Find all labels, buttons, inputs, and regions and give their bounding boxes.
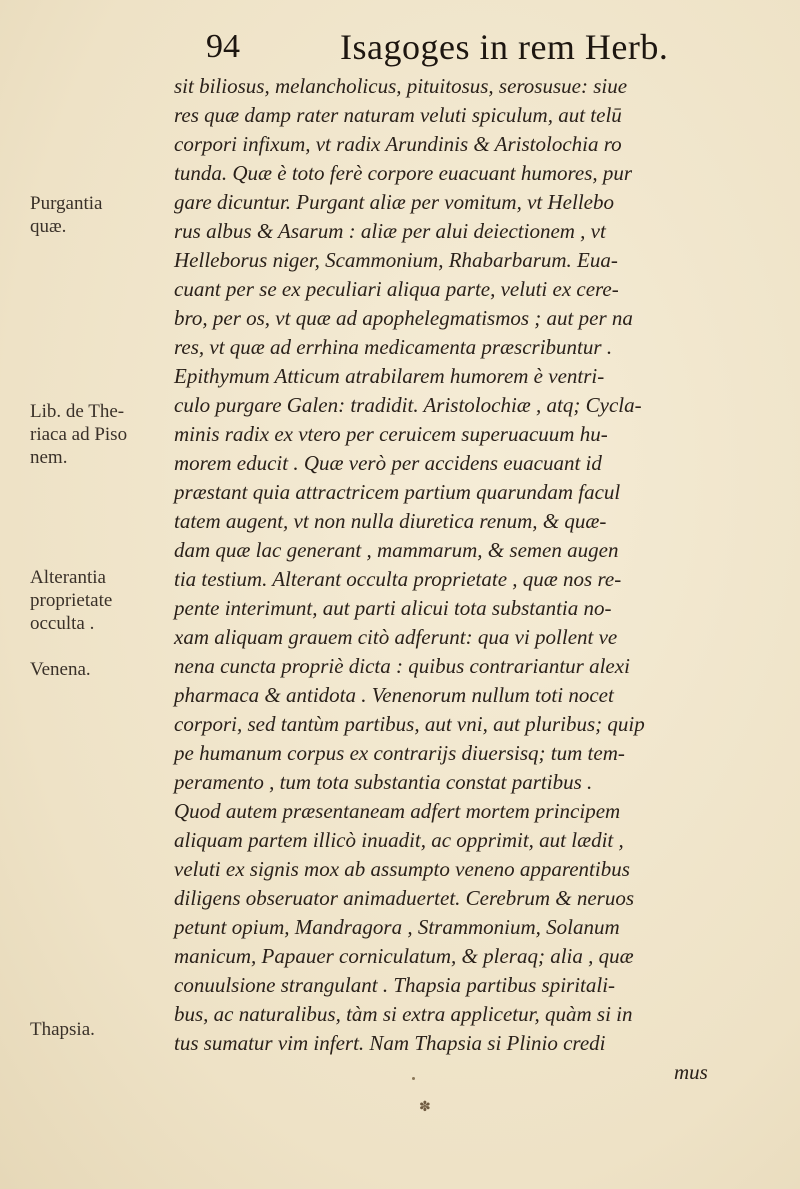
text-line: petunt opium, Mandragora , Strammonium, Solanum bbox=[174, 915, 620, 939]
margin-note-purgantia: Purgantia quæ. bbox=[30, 193, 103, 237]
text-line: pe humanum corpus ex contrarijs diuersisq; tum tem- bbox=[174, 741, 625, 765]
text-line: nena cuncta propriè dicta : quibus contrariantur alexi bbox=[174, 654, 630, 678]
text-line: pharmaca & antidota . Venenorum nullum toti nocet bbox=[174, 683, 614, 707]
text-line: corpori infixum, vt radix Arundinis & Aristolochia ro bbox=[174, 132, 622, 156]
catchword: mus bbox=[674, 1060, 708, 1084]
text-line: tia testium. Alterant occulta proprietate , quæ nos re- bbox=[174, 567, 622, 591]
text-line: Quod autem præsentaneam adfert mortem principem bbox=[174, 799, 621, 823]
text-line: diligens obseruator animaduertet. Cerebrum & neruos bbox=[174, 886, 635, 910]
text-line: xam aliquam grauem citò adferunt: qua vi pollent ve bbox=[174, 625, 618, 649]
text-line: culo purgare Galen: tradidit. Aristolochiæ , atq; Cycla- bbox=[174, 393, 642, 417]
text-line: rus albus & Asarum : aliæ per alui deiectionem , vt bbox=[174, 219, 606, 243]
text-line: corpori, sed tantùm partibus, aut vni, aut pluribus; quip bbox=[174, 712, 645, 736]
text-line: pente interimunt, aut parti alicui tota substantia no- bbox=[174, 596, 612, 620]
text-line: Helleborus niger, Scammonium, Rhabarbarum. Eua- bbox=[174, 248, 618, 272]
text-line: conuulsione strangulant . Thapsia partibus spiritali- bbox=[174, 973, 616, 997]
ornament-icon: ✽ bbox=[419, 1099, 431, 1115]
text-line: res quæ damp rater naturam veluti spiculum, aut telū bbox=[174, 103, 622, 127]
text-line: aliquam partem illicò inuadit, ac opprimit, aut lædit , bbox=[174, 828, 624, 852]
text-line: tunda. Quæ è toto ferè corpore euacuant humores, pur bbox=[174, 161, 633, 185]
text-line: morem educit . Quæ verò per accidens euacuant id bbox=[174, 451, 602, 475]
text-line: sit biliosus, melancholicus, pituitosus, serosusue: siue bbox=[174, 74, 628, 98]
text-line: gare dicuntur. Purgant aliæ per vomitum, vt Hellebo bbox=[174, 190, 614, 214]
margin-note-venena: Venena. bbox=[30, 659, 91, 680]
text-line: dam quæ lac generant , mammarum, & semen augen bbox=[174, 538, 619, 562]
text-line: tatem augent, vt non nulla diuretica renum, & quæ- bbox=[174, 509, 607, 533]
text-line: peramento , tum tota substantia constat partibus . bbox=[174, 770, 593, 794]
text-line: bro, per os, vt quæ ad apophelegmatismos ; aut per na bbox=[174, 306, 633, 330]
text-line: cuant per se ex peculiari aliqua parte, veluti ex cere- bbox=[174, 277, 619, 301]
text-line: manicum, Papauer corniculatum, & pleraq; alia , quæ bbox=[174, 944, 634, 968]
text-line: tus sumatur vim infert. Nam Thapsia si Plinio credi bbox=[174, 1031, 606, 1055]
margin-note-lib-de-theriaca: Lib. de The- riaca ad Piso nem. bbox=[30, 401, 128, 468]
text-line: res, vt quæ ad errhina medicamenta præscribuntur . bbox=[174, 335, 613, 359]
margin-note-alterantia: Alterantia proprietate occulta . bbox=[30, 567, 113, 634]
text-line: Epithymum Atticum atrabilarem humorem è ventri- bbox=[174, 364, 605, 388]
running-title: Isagoges in rem Herb. bbox=[340, 27, 669, 67]
text-line: præstant quia attractricem partium quarundam facul bbox=[174, 480, 621, 504]
text-line: bus, ac naturalibus, tàm si extra applicetur, quàm si in bbox=[174, 1002, 633, 1026]
margin-note-thapsia: Thapsia. bbox=[30, 1019, 95, 1040]
text-line: minis radix ex vtero per ceruicem superuacuum hu- bbox=[174, 422, 608, 446]
ink-speck bbox=[412, 1077, 415, 1080]
page-number: 94 bbox=[206, 28, 240, 65]
text-line: veluti ex signis mox ab assumpto veneno apparentibus bbox=[174, 857, 630, 881]
